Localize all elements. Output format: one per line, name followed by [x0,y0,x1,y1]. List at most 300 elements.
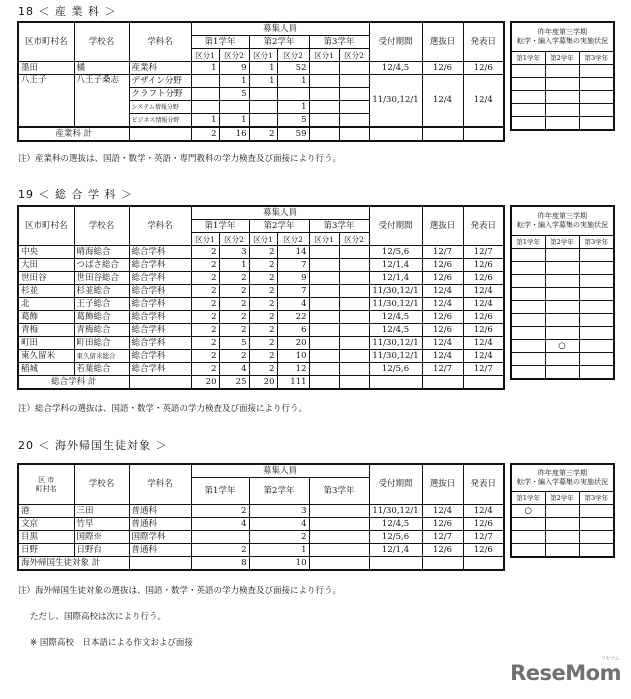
cell-g3c2 [339,285,369,298]
cell-g2c1 [249,101,277,114]
cell-district: 北 [18,298,74,311]
cell-selection: 12/6 [422,544,463,557]
cell-g1c2 [219,101,249,114]
header-cat1: 区分1 [309,49,339,62]
header-cat2: 区分2 [339,49,369,62]
cell-g2c2: 7 [277,285,309,298]
cell-announce: 12/4 [463,337,504,350]
cell-g2c1: 1 [249,62,277,75]
cell-g3c2 [339,259,369,272]
cell-g3c2 [339,62,369,75]
cell-g1c1 [191,88,219,101]
cell-ly [579,104,614,117]
cell-ly [511,518,545,531]
cell-g2c2: 10 [277,350,309,363]
cell-total-label: 産業科 計 [18,127,129,141]
cell-g1c1: 1 [191,114,219,128]
table-row [18,62,504,75]
cell-announce: 12/6 [463,324,504,337]
cell-selection: 12/6 [422,324,463,337]
header-grade1: 第1学年 [191,220,249,233]
header-grade3: 第3学年 [309,478,369,505]
cell-g2c1: 2 [249,350,277,363]
table-row [511,249,614,262]
cell-g2c2: 7 [277,259,309,272]
cell-g1c2: 16 [219,127,249,141]
cell-g1c2: 1 [219,259,249,272]
table-row [18,324,504,337]
cell-school: 晴海総合 [74,246,129,259]
section-18-title: 18 ＜ 産 業 科 ＞ [18,5,117,18]
cell-g3c1 [309,259,339,272]
cell-g1: 4 [191,518,249,531]
cell-g3c1 [309,272,339,285]
cell-ly [545,366,579,380]
cell-district: 葛飾 [18,311,74,324]
cell-selection: 12/6 [422,272,463,285]
header-district-line1: 区 市 [38,475,55,484]
cell-ly [545,505,579,518]
cell-g1c1: 2 [191,246,219,259]
cell-g3c2 [339,114,369,128]
cell-period: 12/5,6 [369,531,422,544]
cell-period: 12/1,4 [369,259,422,272]
cell-school: 竹早 [74,518,129,531]
cell-ly [545,65,579,78]
table-row [18,531,504,544]
header-grade2: 第2学年 [249,220,309,233]
cell-district: 杉並 [18,285,74,298]
cell-g3c2 [339,127,369,141]
cell-department: 総合学科 [129,298,191,311]
cell-ly [579,275,614,288]
header-recruitment: 募集人員 [191,22,369,36]
table-row [18,337,504,350]
cell-department: 総合学科 [129,363,191,376]
cell-g2c1: 2 [249,127,277,141]
cell-g2: 1 [249,544,309,557]
cell-department: 総合学科 [129,337,191,350]
cell-g1: 8 [191,557,249,571]
header-ly-g3: 第3学年 [579,236,614,249]
cell-department: システム情報分野 [129,101,191,114]
cell-g1c1 [191,75,219,88]
cell-period: 11/30,12/1 [369,285,422,298]
cell-g1c2: 25 [219,376,249,390]
cell-ly [579,340,614,353]
cell-g1c2: 4 [219,363,249,376]
cell-district: 中央 [18,246,74,259]
cell-g2: 3 [249,505,309,518]
header-department: 学科名 [129,206,191,246]
table-row [18,75,504,88]
cell-g2c2: 6 [277,324,309,337]
cell-g1c2: 5 [219,88,249,101]
cell-g1c2: 3 [219,246,249,259]
header-cat2: 区分2 [219,49,249,62]
section-19-title: 19 ＜ 総 合 学 科 ＞ [18,188,133,201]
cell-department: 産業科 [129,62,191,75]
cell-g3c2 [339,324,369,337]
table-row [18,350,504,363]
cell-period: 11/30,12/1 [369,75,422,128]
cell-g2: 10 [249,557,309,571]
header-last-year [511,464,614,492]
cell-g1c1: 2 [191,285,219,298]
header-ly-g1: 第1学年 [511,52,545,65]
cell-selection: 12/4 [422,285,463,298]
header-last-year [511,22,614,52]
cell-g3c2 [339,88,369,101]
cell-total-label: 総合学科 計 [18,376,129,390]
header-last-year-line2: 転学・編入学募集の実施状況 [517,221,608,229]
cell-district: 青梅 [18,324,74,337]
header-grade3: 第3学年 [309,220,369,233]
total-row [18,376,504,390]
cell-g3c1 [309,285,339,298]
cell-g3c1 [309,88,339,101]
cell-g1: 2 [191,505,249,518]
cell-ly [511,78,545,91]
header-cat2: 区分2 [339,233,369,246]
table-body [18,505,504,557]
cell-g1c2: 2 [219,350,249,363]
table-row [18,246,504,259]
cell-g2c2: 22 [277,311,309,324]
cell-g3c1 [309,324,339,337]
cell-g2c1: 2 [249,259,277,272]
header-district [18,464,74,505]
header-grade1: 第1学年 [191,478,249,505]
cell-period: 11/30,12/1 [369,350,422,363]
section-20-title: 20 ＜ 海外帰国生徒対象 ＞ [18,439,168,452]
cell-department: 総合学科 [129,272,191,285]
cell-period: 11/30,12/1 [369,298,422,311]
cell-g1c2: 2 [219,311,249,324]
cell-district: 大田 [18,259,74,272]
header-ly-g2: 第2学年 [545,52,579,65]
cell-ly [545,249,579,262]
cell-period: 12/4,5 [369,62,422,75]
header-ly-g2: 第2学年 [545,492,579,505]
cell-school: 町田総合 [74,337,129,350]
cell-selection: 12/6 [422,259,463,272]
cell-announce: 12/7 [463,363,504,376]
cell-school: 橘 [74,62,129,75]
cell-g1c1: 2 [191,363,219,376]
table-comprehensive [17,205,505,390]
cell-g3c1 [309,246,339,259]
cell-g3c2 [339,246,369,259]
cell-g2c1 [249,114,277,128]
cell-ly [579,301,614,314]
header-period: 受付期間 [369,206,422,246]
cell-period: 12/4,5 [369,311,422,324]
table-body [511,249,614,380]
header-last-year-line1: 昨年度第三学期 [538,469,587,477]
cell-g2c1: 1 [249,75,277,88]
header-ly-g1: 第1学年 [511,492,545,505]
cell-g1c2: 2 [219,298,249,311]
cell-ly [545,91,579,104]
cell-district: 稲城 [18,363,74,376]
header-last-year-line1: 昨年度第三学期 [538,28,587,36]
cell-g1c1: 2 [191,337,219,350]
cell-ly [511,314,545,327]
cell-ly [579,249,614,262]
cell-district: 港 [18,505,74,518]
cell-ly [579,78,614,91]
cell-selection: 12/4 [422,337,463,350]
cell-announce: 12/6 [463,544,504,557]
cell-g2c2: 4 [277,298,309,311]
cell-ly [579,505,614,518]
header-grade3: 第3学年 [309,36,369,49]
cell-selection: 12/6 [422,518,463,531]
cell-department: 総合学科 [129,324,191,337]
header-grade2: 第2学年 [249,36,309,49]
cell-school: 葛飾総合 [74,311,129,324]
cell-department: 普通科 [129,518,191,531]
table-row [18,259,504,272]
cell-g3c2 [339,298,369,311]
cell-ly [579,314,614,327]
table-row [511,505,614,518]
cell-ly [545,262,579,275]
header-ly-g2: 第2学年 [545,236,579,249]
cell-selection: 12/6 [422,311,463,324]
cell-ly [545,117,579,131]
total-row [18,127,504,141]
cell-g3c1 [309,298,339,311]
header-last-year-line1: 昨年度第三学期 [538,212,587,220]
cell-ly [511,327,545,340]
cell-ly [545,275,579,288]
cell-g2c2: 1 [277,101,309,114]
cell-ly [545,327,579,340]
cell-g3 [309,544,369,557]
cell-period: 12/1,4 [369,544,422,557]
cell-g3c2 [339,350,369,363]
header-announce: 発表日 [463,464,504,505]
cell-g1c2: 2 [219,272,249,285]
cell-g2c2: 111 [277,376,309,390]
cell-g2c2: 12 [277,363,309,376]
cell-ly [511,301,545,314]
header-cat2: 区分2 [219,233,249,246]
table-row [511,531,614,544]
header-ly-g3: 第3学年 [579,492,614,505]
cell-g1c2: 2 [219,285,249,298]
cell-g1c2: 9 [219,62,249,75]
cell-school: つばさ総合 [74,259,129,272]
cell-district: 墨田 [18,62,74,75]
cell-g1c2: 1 [219,114,249,128]
cell-g2c2: 52 [277,62,309,75]
cell-ly [545,314,579,327]
header-district-line2: 町村名 [35,484,57,493]
table-row [511,340,614,353]
cell-ly [511,340,545,353]
table-row [511,544,614,558]
cell-ly [545,78,579,91]
cell-selection: 12/7 [422,246,463,259]
header-cat1: 区分1 [249,233,277,246]
table-row [511,314,614,327]
cell-department: 総合学科 [129,311,191,324]
table-row [511,301,614,314]
cell-ly [511,65,545,78]
cell-district: 文京 [18,518,74,531]
cell-department: クラフト分野 [129,88,191,101]
cell-period: 11/30,12/1 [369,337,422,350]
header-last-year-line2: 転学・編入学募集の実施状況 [517,37,608,45]
cell-school: 日野台 [74,544,129,557]
cell-g3c1 [309,376,339,390]
header-grade1: 第1学年 [191,36,249,49]
header-recruitment: 募集人員 [191,206,369,220]
table-row [18,285,504,298]
header-school: 学校名 [74,206,129,246]
cell-g2c2: 59 [277,127,309,141]
cell-ly [545,531,579,544]
cell-school: 三田 [74,505,129,518]
cell-g2c1: 2 [249,324,277,337]
cell-ly [545,301,579,314]
cell-g2c1: 20 [249,376,277,390]
cell-department: 総合学科 [129,350,191,363]
cell-ly [579,91,614,104]
cell-announce: 12/4 [463,350,504,363]
cell-g2c2: 14 [277,246,309,259]
table-row [18,544,504,557]
cell-ly [545,288,579,301]
cell-ly [511,249,545,262]
cell-selection: 12/4 [422,75,463,128]
cell-g2c1: 2 [249,285,277,298]
cell-ly [545,544,579,558]
table-row [18,518,504,531]
cell-g3c1 [309,127,339,141]
cell-g1c2: 1 [219,75,249,88]
header-announce: 発表日 [463,206,504,246]
header-last-year [511,206,614,236]
logo-text: ReseMom [510,661,621,685]
header-school: 学校名 [74,464,129,505]
cell-district: 東久留米 [18,350,74,363]
cell-g3c2 [339,376,369,390]
cell-period: 12/5,6 [369,246,422,259]
cell-ly: ○ [545,340,579,353]
cell-ly [579,544,614,558]
table-last-year-comprehensive [510,205,615,380]
cell-announce: 12/4 [463,505,504,518]
cell-school: 八王子桑志 [74,75,129,128]
cell-selection: 12/4 [422,298,463,311]
header-cat1: 区分1 [191,233,219,246]
table-row [18,363,504,376]
header-last-year-line2: 転学・編入学募集の実施状況 [517,478,608,486]
cell-g3c1 [309,75,339,88]
table-row [511,288,614,301]
total-row [18,557,504,571]
cell-g3c2 [339,101,369,114]
cell-school: 世田谷総合 [74,272,129,285]
cell-selection: 12/7 [422,363,463,376]
cell-department: 総合学科 [129,246,191,259]
cell-g1c1: 2 [191,127,219,141]
table-row [18,311,504,324]
cell-g1: 2 [191,544,249,557]
cell-period: 12/4,5 [369,324,422,337]
cell-announce: 12/6 [463,311,504,324]
header-ly-g3: 第3学年 [579,52,614,65]
cell-ly [511,104,545,117]
header-cat2: 区分2 [277,49,309,62]
cell-g3c1 [309,62,339,75]
cell-g1c1 [191,101,219,114]
header-cat1: 区分1 [191,49,219,62]
note-returnee-2: ただし、国際高校は次により行う。 [30,612,167,622]
cell-g3c1 [309,101,339,114]
cell-ly [511,288,545,301]
cell-g1 [191,531,249,544]
table-row [511,353,614,366]
table-last-year-returnee [510,463,615,558]
cell-g2c2: 1 [277,75,309,88]
cell-ly: ○ [511,505,545,518]
cell-announce: 12/4 [463,285,504,298]
cell-announce: 12/6 [463,259,504,272]
cell-department: 国際学科 [129,531,191,544]
note-industry: 注）産業科の選抜は、国語・数学・英語・専門教科の学力検査及び面接により行う。 [18,154,342,164]
cell-g3c1 [309,337,339,350]
header-grade2: 第2学年 [249,478,309,505]
cell-g1c1: 2 [191,350,219,363]
header-department: 学科名 [129,464,191,505]
cell-ly [579,531,614,544]
table-row [511,366,614,380]
table-row [18,272,504,285]
cell-ly [511,531,545,544]
cell-ly [579,353,614,366]
header-recruitment: 募集人員 [191,464,369,478]
cell-g2c1: 2 [249,311,277,324]
resemom-logo [510,656,621,685]
cell-g2c1: 2 [249,298,277,311]
cell-district: 日野 [18,544,74,557]
cell-g2c1: 2 [249,337,277,350]
cell-ly [511,353,545,366]
table-body [511,505,614,558]
cell-ly [511,91,545,104]
cell-g3 [309,505,369,518]
cell-g3 [309,557,369,571]
cell-selection: 12/4 [422,350,463,363]
header-cat1: 区分1 [249,49,277,62]
cell-department: 普通科 [129,544,191,557]
cell-selection: 12/6 [422,62,463,75]
cell-g3 [309,531,369,544]
cell-g1c1: 2 [191,324,219,337]
cell-ly [545,518,579,531]
cell-department: 総合学科 [129,285,191,298]
cell-g1c1: 2 [191,311,219,324]
cell-ly [579,518,614,531]
table-row [18,298,504,311]
logo-kana: リセマム [601,656,619,662]
cell-g3c1 [309,311,339,324]
